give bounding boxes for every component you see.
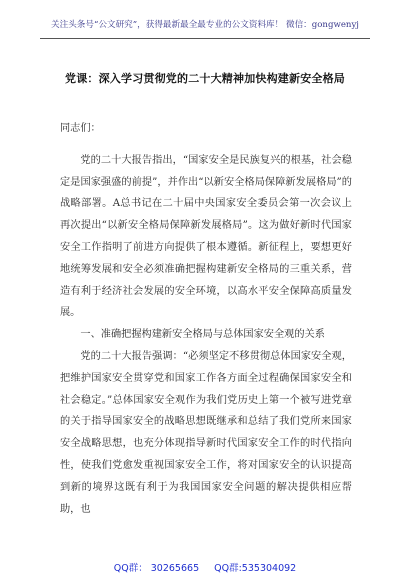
section-heading: 一、准确把握构建新安全格局与总体国家安全观的关系: [80, 329, 325, 341]
footer-contact: [40, 560, 370, 574]
document-body: [60, 118, 352, 520]
header-notice: 关注头条号“公文研究”，获得最新最全最专业的公文资料库！ 微信：gongwenyj: [51, 20, 359, 30]
document-title: 党课：深入学习贯彻党的二十大精神加快构建新安全格局: [65, 72, 345, 85]
footer-qq-group-2: QQ群:535304092: [214, 563, 297, 574]
salutation: 同志们：: [60, 123, 101, 134]
footer-qq-group-1: QQ群： 30265665: [113, 563, 200, 574]
paragraph: 党的二十大报告指出，“国家安全是民族复兴的根基，社会稳定是国家强盛的前提”，并作出“以新安全格局保障新发展格局”的战略部署。A总书记在二十届中央国家安全委员会第一次会议上再次提出“以新安全格局保障新发展格局”。这为做好新时代国家安全工作指明了前进方向提供了根本遵循。新征程上，要想更好地统筹发展和安全必须准确把握构建新安全格局的三重关系，营造有利于经济社会发展的安全环境，以高水平安全保障高质量发展。: [60, 154, 352, 319]
paragraph: 党的二十大报告强调：“必须坚定不移贯彻总体国家安全观，把维护国家安全贯穿党和国家工作各方面全过程确保国家安全和社会稳定。”总体国家安全观作为我们党历史上第一个被写进党章的关于指导国家安全的战略思想既继承和总结了我们党所来国家安全战略思想，也充分体现指导新时代国家安全工作的时代指向性，使我们党愈发重视国家安全工作，将对国家安全的认识提高到新的境界这既有利于为我国国家安全问题的解决提供相应帮助，也: [60, 350, 352, 515]
header-divider: [40, 38, 370, 39]
